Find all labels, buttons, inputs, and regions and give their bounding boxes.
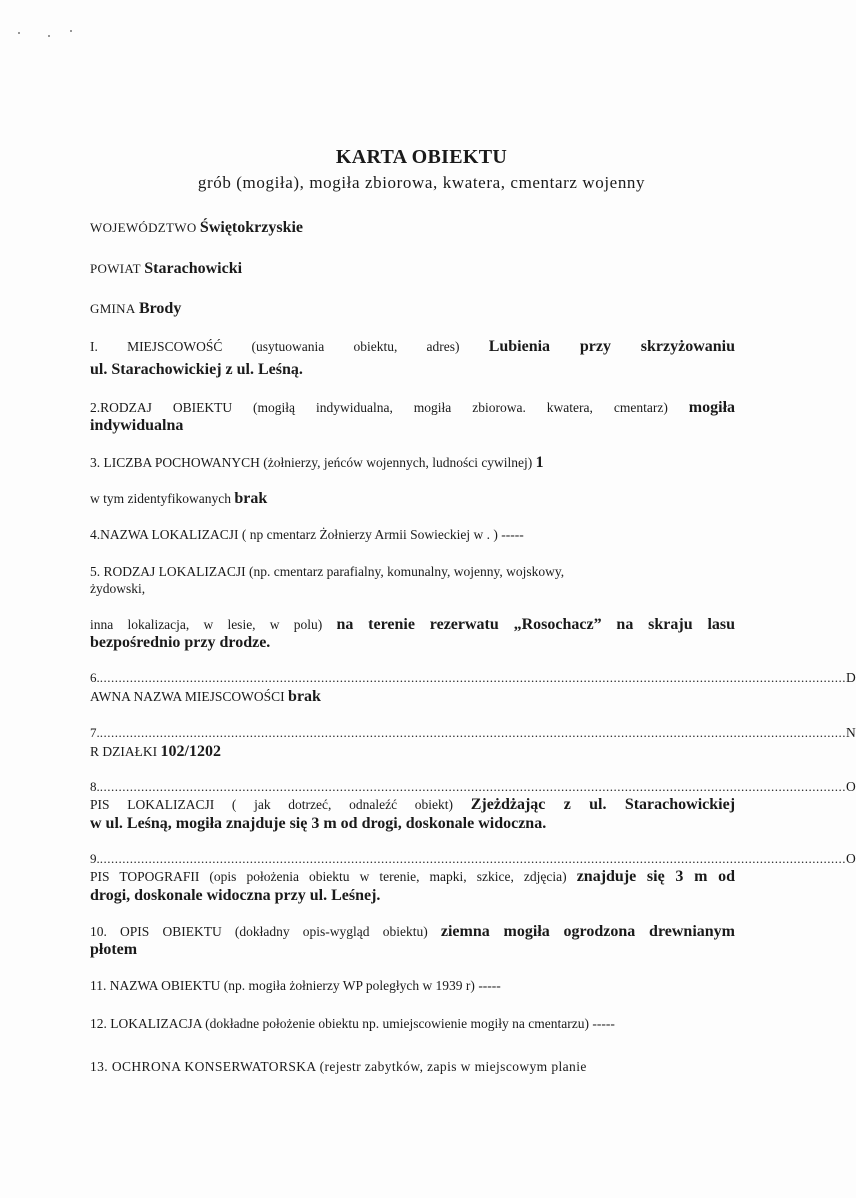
field-label: AWNA NAZWA MIEJSCOWOŚCI: [90, 689, 285, 704]
field-label-start: D: [846, 670, 856, 685]
field-label: inna lokalizacja, w lesie, w polu): [90, 617, 323, 632]
dotted-leader: .......................................................................................................................................................................................................: [99, 779, 846, 794]
field-value: brak: [288, 688, 321, 705]
dotted-leader: .......................................................................................................................................................................................................: [99, 670, 846, 685]
field-value: znajduje się 3 m od: [576, 868, 735, 885]
dotted-leader: .......................................................................................................................................................................................................: [99, 725, 846, 740]
field-label: GMINA: [90, 301, 136, 316]
field-2-line2: [90, 416, 735, 435]
field-powiat: [90, 259, 735, 278]
field-label: 2.RODZAJ OBIEKTU (mogiłą indywidualna, mogiła zbiorowa. kwatera, cmentarz): [90, 400, 668, 415]
field-value: 102/1202: [160, 743, 221, 760]
field-number: 6.: [90, 670, 100, 685]
field-label: 11. NAZWA OBIEKTU (np. mogiła żołnierzy WP poległych w 1939 r): [90, 978, 475, 993]
field-11: [90, 976, 735, 995]
field-value: brak: [234, 490, 268, 507]
field-value: mogiła: [688, 399, 736, 416]
field-gmina: [90, 299, 735, 318]
field-3: [90, 453, 735, 472]
field-label: 12. LOKALIZACJA (dokładne położenie obiektu np. umiejscowienie mogiły na cmentarzu): [90, 1016, 589, 1031]
field-value: Starachowicki: [144, 260, 243, 277]
scan-speck: [18, 32, 20, 34]
field-8-line2: [90, 814, 735, 833]
field-3-sub: [90, 489, 735, 508]
document-subtitle: grób (mogiła), mogiła zbiorowa, kwatera, cmentarz wojenny: [197, 173, 646, 192]
field-label: PIS LOKALIZACJI ( jak dotrzeć, odnaleźć obiekt): [90, 797, 454, 812]
field-value: w ul. Leśną, mogiła znajduje się 3 m od drogi, doskonale widoczna.: [90, 815, 547, 832]
scan-speck: [70, 30, 72, 32]
field-7-dotted: [90, 725, 856, 740]
field-label: 5. RODZAJ LOKALIZACJI (np. cmentarz parafialny, komunalny, wojenny, wojskowy,: [90, 564, 565, 579]
field-label: w tym zidentyfikowanych: [90, 491, 231, 506]
field-9-dotted: [90, 851, 856, 866]
field-1-line1: [90, 336, 735, 358]
field-9-line1: [90, 866, 735, 888]
field-wojewodztwo: [90, 218, 735, 237]
field-label-start: N: [846, 725, 856, 740]
field-value: Świętokrzyskie: [199, 219, 304, 236]
field-6-dotted: [90, 670, 856, 685]
field-label: żydowski,: [90, 581, 146, 596]
field-value: Lubienia przy skrzyżowaniu: [488, 338, 736, 355]
field-label: PIS TOPOGRAFII (opis położenia obiektu w terenie, mapki, szkice, zdjęcia): [90, 869, 567, 884]
field-value: drogi, doskonale widoczna przy ul. Leśnej.: [90, 887, 381, 904]
field-8-line1: [90, 794, 735, 816]
field-label-start: O: [846, 779, 856, 794]
field-label-start: O: [846, 851, 856, 866]
dotted-leader: .......................................................................................................................................................................................................: [99, 851, 846, 866]
field-10-line2: [90, 940, 735, 959]
field-1-line2: [90, 360, 735, 379]
field-value: Brody: [138, 300, 182, 317]
field-value: ziemna mogiła ogrodzona drewnianym: [440, 923, 735, 940]
field-number: 8.: [90, 779, 100, 794]
field-label: WOJEWÓDZTWO: [90, 220, 197, 235]
field-label: R DZIAŁKI: [90, 744, 158, 759]
field-value: płotem: [90, 941, 138, 958]
field-13: [90, 1057, 735, 1076]
field-value: -----: [592, 1016, 615, 1031]
field-label: POWIAT: [90, 261, 141, 276]
field-value: indywidualna: [90, 417, 184, 434]
field-value: bezpośrednio przy drodze.: [90, 634, 271, 651]
field-label: 13. OCHRONA KONSERWATORSKA (rejestr zabytków, zapis w miejscowym planie: [90, 1059, 587, 1074]
field-6: [90, 687, 735, 706]
field-12: [90, 1014, 735, 1033]
field-5-line2: [90, 579, 735, 598]
field-number: 7.: [90, 725, 100, 740]
field-7: [90, 742, 735, 761]
field-value: Zjeżdżając z ul. Starachowickiej: [470, 796, 736, 813]
field-value: -----: [478, 978, 501, 993]
field-value: 1: [535, 454, 544, 471]
scan-speck: [48, 35, 50, 37]
field-value: -----: [501, 527, 524, 542]
field-9-line2: [90, 886, 735, 905]
field-label: 3. LICZBA POCHOWANYCH (żołnierzy, jeńców wojennych, ludności cywilnej): [90, 455, 533, 470]
field-number: 9.: [90, 851, 100, 866]
field-value: na terenie rezerwatu „Rosochacz” na skraju lasu: [336, 616, 736, 633]
field-value: ul. Starachowickiej z ul. Leśną.: [90, 361, 303, 378]
field-4: [90, 525, 735, 544]
field-label: I. MIEJSCOWOŚĆ (usytuowania obiektu, adres): [90, 339, 460, 354]
field-8-dotted: [90, 779, 856, 794]
field-label: 10. OPIS OBIEKTU (dokładny opis-wygląd obiektu): [90, 924, 428, 939]
document-title: KARTA OBIEKTU: [335, 146, 508, 168]
field-5-line4: [90, 633, 735, 652]
field-label: 4.NAZWA LOKALIZACJI ( np cmentarz Żołnierzy Armii Sowieckiej w . ): [90, 527, 498, 542]
